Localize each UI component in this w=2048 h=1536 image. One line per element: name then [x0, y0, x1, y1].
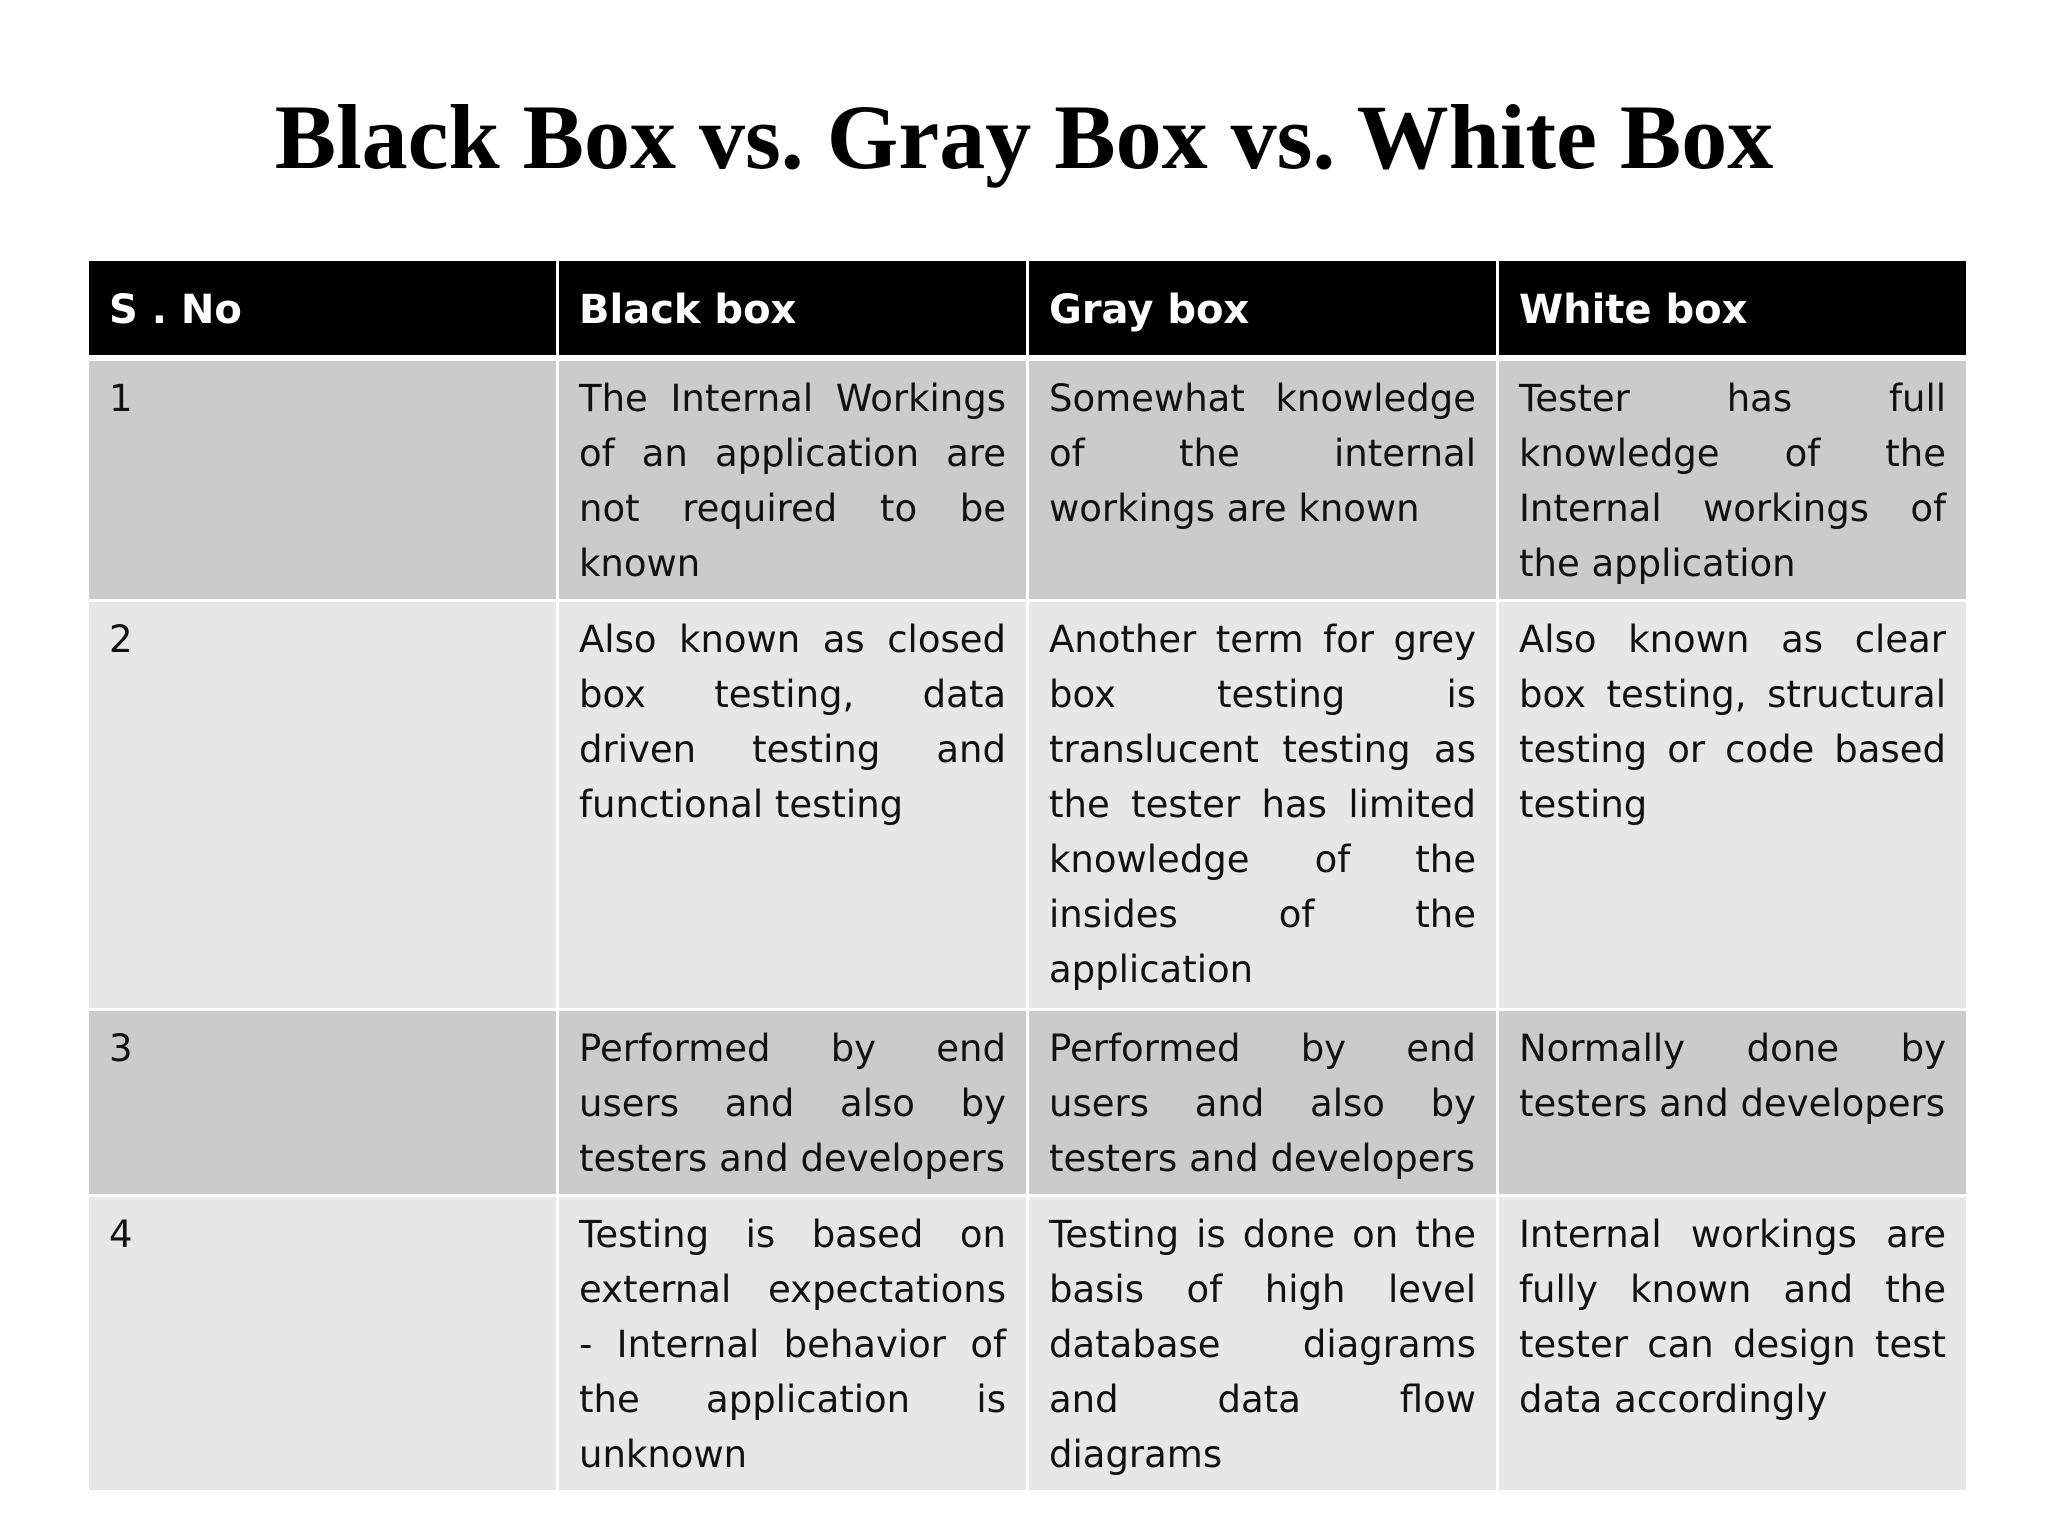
cell-sno: 4	[88, 1196, 558, 1492]
cell-white-box: Also known as clear box testing, structural testing or code based testing	[1498, 601, 1968, 1010]
cell-black-box: The Internal Workings of an application are not required to be known	[558, 358, 1028, 601]
header-white-box: White box	[1498, 260, 1968, 359]
cell-white-box: Normally done by testers and developers	[1498, 1010, 1968, 1196]
comparison-table	[86, 258, 1969, 1493]
cell-gray-box: Another term for grey box testing is translucent testing as the tester has limited knowledge of the insides of the application	[1028, 601, 1498, 1010]
cell-black-box: Testing is based on external expectations - Internal behavior of the application is unknown	[558, 1196, 1028, 1492]
cell-white-box: Tester has full knowledge of the Internal workings of the application	[1498, 358, 1968, 601]
cell-gray-box: Performed by end users and also by testers and developers	[1028, 1010, 1498, 1196]
slide-title: Black Box vs. Gray Box vs. White Box	[274, 86, 1774, 188]
cell-white-box: Internal workings are fully known and the tester can design test data accordingly	[1498, 1196, 1968, 1492]
table-row	[88, 358, 1968, 601]
cell-black-box: Performed by end users and also by testers and developers	[558, 1010, 1028, 1196]
header-row	[88, 260, 1968, 359]
cell-gray-box: Somewhat knowledge of the internal workings are known	[1028, 358, 1498, 601]
table-row	[88, 1196, 1968, 1492]
header-sno: S . No	[88, 260, 558, 359]
table-row	[88, 601, 1968, 1010]
cell-gray-box: Testing is done on the basis of high level database diagrams and data flow diagrams	[1028, 1196, 1498, 1492]
cell-sno: 3	[88, 1010, 558, 1196]
cell-sno: 1	[88, 358, 558, 601]
cell-sno: 2	[88, 601, 558, 1010]
header-black-box: Black box	[558, 260, 1028, 359]
cell-black-box: Also known as closed box testing, data driven testing and functional testing	[558, 601, 1028, 1010]
header-gray-box: Gray box	[1028, 260, 1498, 359]
table-row	[88, 1010, 1968, 1196]
